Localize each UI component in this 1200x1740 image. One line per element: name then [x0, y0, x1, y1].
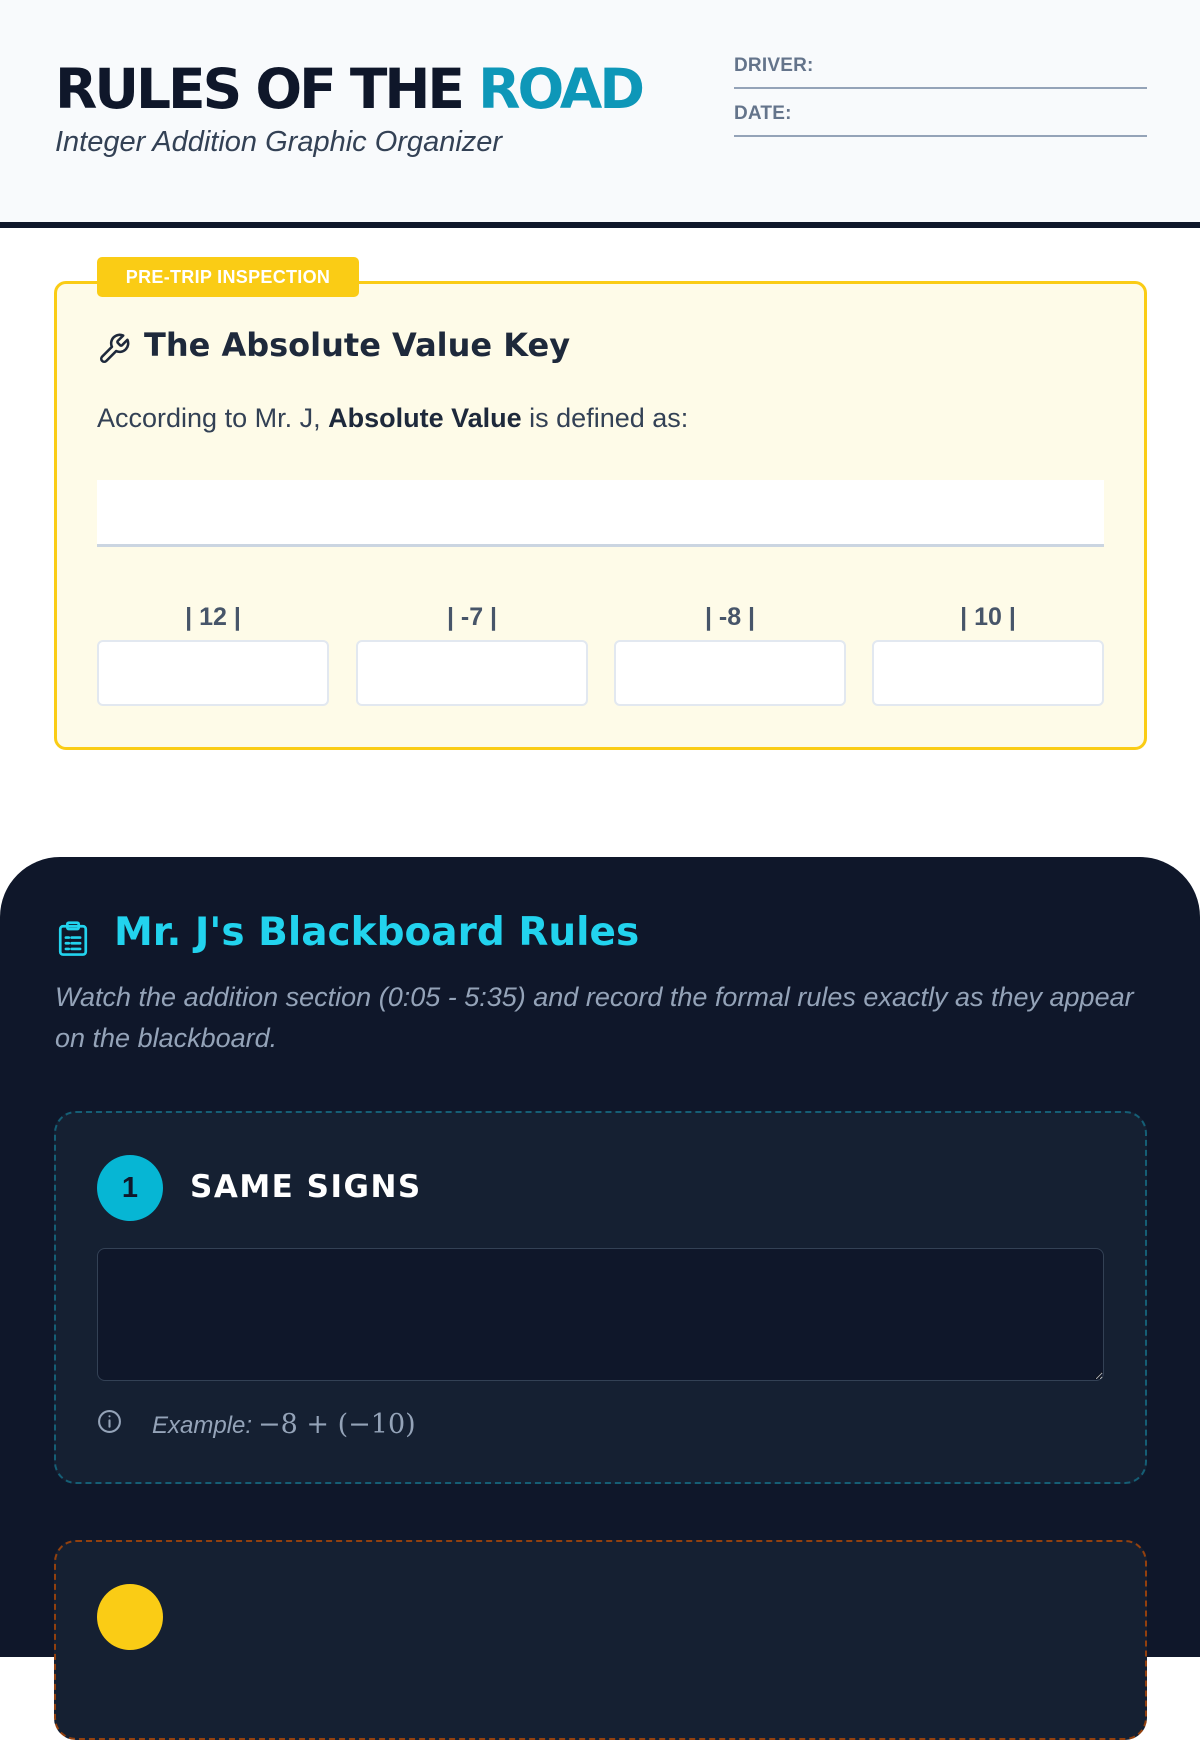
driver-field[interactable]: [734, 49, 1147, 89]
wrench-icon: [97, 332, 131, 366]
worksheet-subtitle: Integer Addition Graphic Organizer: [55, 126, 503, 158]
abs-value-answer-box[interactable]: [614, 640, 846, 706]
rule-number-badge: [97, 1584, 163, 1650]
worksheet-header: [0, 0, 1200, 228]
abs-value-label: | 12 |: [185, 603, 241, 631]
abs-value-label: | 10 |: [960, 603, 1016, 631]
blackboard-heading: Mr. J's Blackboard Rules: [114, 910, 640, 955]
definition-suffix: is defined as:: [521, 403, 689, 433]
example-label: Example:: [152, 1412, 253, 1439]
abs-value-label: | -8 |: [704, 603, 756, 631]
definition-term: Absolute Value: [328, 403, 522, 433]
definition-prefix: According to Mr. J,: [97, 403, 329, 433]
worksheet-title: [55, 56, 642, 122]
abs-value-answer-box[interactable]: [97, 640, 329, 706]
abs-value-answer-box[interactable]: [872, 640, 1104, 706]
abs-value-item-2: [356, 598, 588, 706]
absolute-value-heading: The Absolute Value Key: [144, 326, 571, 364]
abs-value-answer-box[interactable]: [356, 640, 588, 706]
definition-answer-input[interactable]: [97, 480, 1104, 547]
pre-trip-inspection-badge: PRE-TRIP INSPECTION: [97, 257, 359, 297]
abs-value-item-1: [97, 598, 329, 706]
rule-number-badge: 1: [97, 1155, 163, 1221]
title-main: RULES OF THE: [55, 57, 479, 121]
title-accent: ROAD: [478, 57, 642, 121]
info-icon: [97, 1409, 122, 1434]
clipboard-icon: [56, 920, 90, 958]
date-field[interactable]: [734, 97, 1147, 137]
abs-value-label: | -7 |: [446, 603, 498, 631]
rule-answer-input[interactable]: [97, 1248, 1104, 1381]
example-expression: −8 + (−10): [258, 1409, 416, 1440]
blackboard-instructions: Watch the addition section (0:05 - 5:35) and record the formal rules exactly as they appear on the blackboard.: [55, 982, 1134, 1053]
abs-value-item-3: [614, 598, 846, 706]
rule-title: SAME SIGNS: [190, 1169, 422, 1205]
rule-card-same-signs: [54, 1111, 1147, 1484]
rule-card-2: [54, 1540, 1147, 1740]
definition-prompt: [97, 403, 688, 434]
driver-label: DRIVER:: [734, 55, 814, 76]
abs-value-item-4: [872, 598, 1104, 706]
date-label: DATE:: [734, 103, 792, 124]
rule-example: [152, 1409, 416, 1440]
